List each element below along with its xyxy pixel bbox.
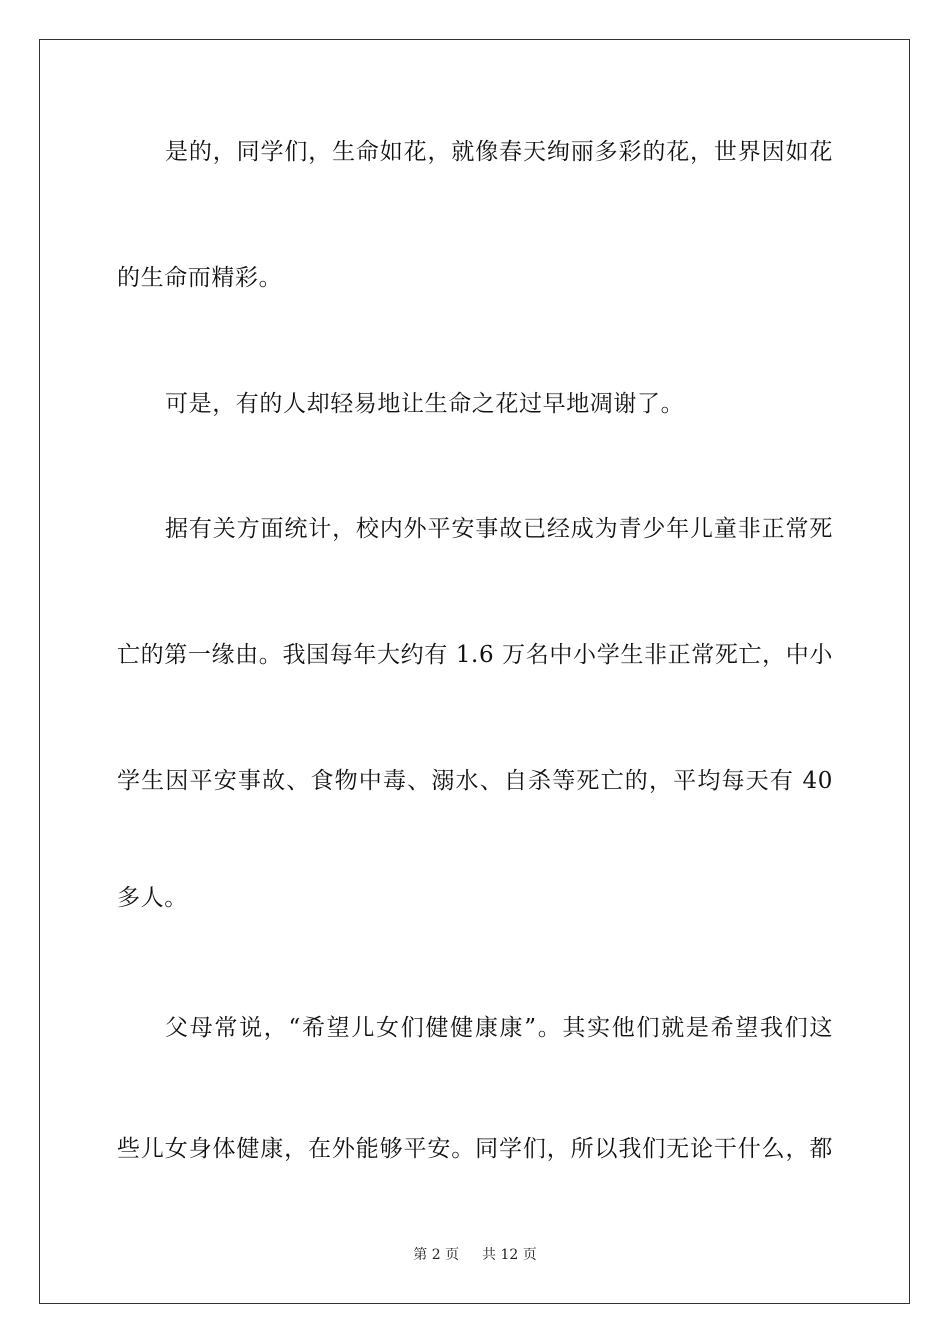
paragraph-line-2: 的生命而精彩。 [117,265,283,291]
page-total: 共 12 页 [482,1247,537,1263]
paragraph-line-8: 父母常说，“希望儿女们健健康康”。其实他们就是希望我们这 [165,1015,833,1041]
paragraph-line-9: 些儿女身体健康，在外能够平安。同学们，所以我们无论干什么，都 [117,1136,833,1162]
page-number: 第 2 页 [413,1247,460,1263]
paragraph-line-3: 可是，有的人却轻易地让生命之花过早地凋谢了。 [165,391,685,417]
page-footer [0,1246,950,1264]
page-border [39,39,910,1304]
paragraph-line-5: 亡的第一缘由。我国每年大约有 1.6 万名中小学生非正常死亡，中小 [117,642,833,668]
paragraph-line-6: 学生因平安事故、食物中毒、溺水、自杀等死亡的，平均每天有 40 [117,768,833,794]
paragraph-line-1: 是的，同学们，生命如花，就像春天绚丽多彩的花，世界因如花 [165,139,833,165]
paragraph-line-4: 据有关方面统计，校内外平安事故已经成为青少年儿童非正常死 [165,516,833,542]
paragraph-line-7: 多人。 [117,885,188,911]
